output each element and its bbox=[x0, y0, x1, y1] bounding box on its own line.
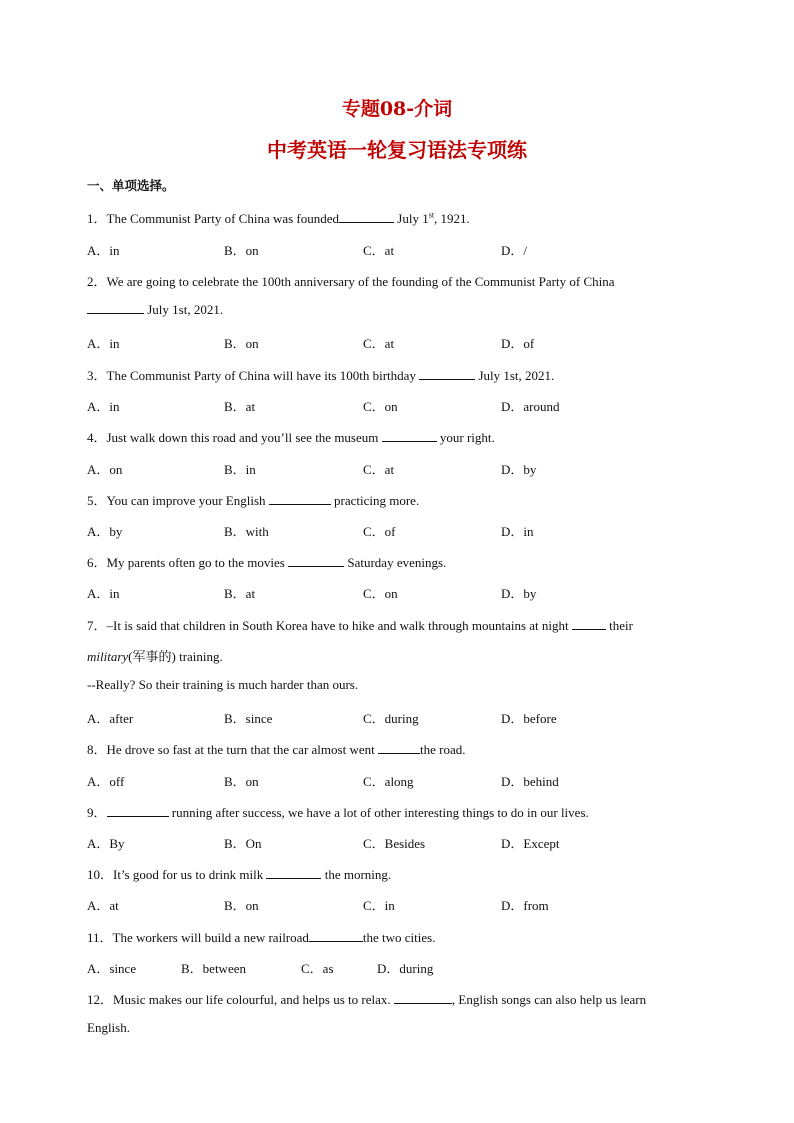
option-a[interactable]: A．in bbox=[87, 586, 120, 601]
answer-blank[interactable] bbox=[107, 805, 169, 817]
answer-blank[interactable] bbox=[572, 618, 606, 630]
answer-blank[interactable] bbox=[382, 430, 437, 442]
question-7-line-3: --Really? So their training is much harder than ours. bbox=[87, 677, 359, 692]
question-4-text: 4．Just walk down this road and you’ll see the museum bbox=[87, 430, 382, 445]
answer-blank[interactable] bbox=[394, 992, 452, 1004]
question-12-text: 12．Music makes our life colourful, and helps us to relax. bbox=[87, 992, 394, 1007]
option-b[interactable]: B．on bbox=[224, 243, 259, 258]
option-d[interactable]: D．behind bbox=[501, 774, 559, 789]
answer-blank[interactable] bbox=[288, 555, 344, 567]
question-1-text: , 1921. bbox=[434, 211, 470, 226]
question-11 bbox=[87, 927, 435, 946]
question-7 bbox=[87, 615, 633, 634]
option-a[interactable]: A．after bbox=[87, 711, 134, 726]
option-d[interactable]: D．in bbox=[501, 524, 534, 539]
option-c[interactable]: C．at bbox=[363, 243, 395, 258]
option-a[interactable]: A．on bbox=[87, 462, 123, 477]
option-a[interactable]: A．at bbox=[87, 898, 119, 913]
question-6 bbox=[87, 552, 446, 571]
answer-blank[interactable] bbox=[269, 493, 331, 505]
answer-blank[interactable] bbox=[419, 368, 475, 380]
question-5 bbox=[87, 490, 419, 509]
option-d[interactable]: D．before bbox=[501, 711, 557, 726]
question-7-line-2 bbox=[87, 646, 223, 665]
option-c[interactable]: C．during bbox=[363, 711, 419, 726]
option-b[interactable]: B．on bbox=[224, 336, 259, 351]
option-d[interactable]: D．by bbox=[501, 586, 537, 601]
option-b[interactable]: B．between bbox=[181, 961, 246, 976]
superscript: st bbox=[428, 210, 435, 220]
question-3-text: 3．The Communist Party of China will have its 100th birthday bbox=[87, 368, 420, 383]
option-d[interactable]: D．of bbox=[501, 336, 535, 351]
page-title: 专题08-介词 bbox=[341, 98, 453, 120]
question-4 bbox=[87, 427, 495, 446]
option-d[interactable]: D．/ bbox=[501, 243, 528, 258]
section-heading: 一、单项选择。 bbox=[87, 178, 175, 193]
question-2-text: July 1st, 2021. bbox=[144, 302, 224, 317]
question-1-text: July 1 bbox=[394, 211, 429, 226]
option-d[interactable]: D．around bbox=[501, 399, 560, 414]
answer-blank[interactable] bbox=[309, 930, 363, 942]
option-a[interactable]: A．in bbox=[87, 399, 120, 414]
option-a[interactable]: A．off bbox=[87, 774, 125, 789]
question-7-text: their bbox=[605, 618, 633, 633]
question-7-text: 7．–It is said that children in South Korea have to hike and walk through mountains at night bbox=[87, 618, 572, 633]
option-a[interactable]: A．By bbox=[87, 836, 125, 851]
question-10-text: the morning. bbox=[321, 867, 392, 882]
option-a[interactable]: A．in bbox=[87, 243, 120, 258]
answer-blank[interactable] bbox=[378, 742, 420, 754]
option-c[interactable]: C．on bbox=[363, 586, 398, 601]
question-6-text: Saturday evenings. bbox=[344, 555, 447, 570]
question-8-text: the road. bbox=[419, 742, 466, 757]
option-a[interactable]: A．by bbox=[87, 524, 123, 539]
option-c[interactable]: C．in bbox=[363, 898, 395, 913]
question-9 bbox=[87, 802, 589, 821]
option-b[interactable]: B．on bbox=[224, 774, 259, 789]
option-d[interactable]: D．from bbox=[501, 898, 549, 913]
question-2-line-2 bbox=[87, 302, 223, 318]
option-b[interactable]: B．with bbox=[224, 524, 269, 539]
question-12-text: , English songs can also help us learn bbox=[451, 992, 647, 1007]
question-7-text: (军事的) training. bbox=[128, 649, 223, 664]
option-b[interactable]: B．on bbox=[224, 898, 259, 913]
question-3 bbox=[87, 365, 554, 384]
question-12 bbox=[87, 989, 646, 1008]
option-c[interactable]: C．at bbox=[363, 336, 395, 351]
question-10 bbox=[87, 864, 391, 883]
answer-blank[interactable] bbox=[266, 867, 321, 879]
question-5-text: practicing more. bbox=[330, 493, 420, 508]
question-9-text: running after success, we have a lot of other interesting things to do in our lives. bbox=[168, 805, 589, 820]
question-2: 2．We are going to celebrate the 100th anniversary of the founding of the Communist Party of China bbox=[87, 274, 615, 289]
question-11-text: 11．The workers will build a new railroad bbox=[87, 930, 309, 945]
page-subtitle: 中考英语一轮复习语法专项练 bbox=[267, 138, 527, 162]
option-a[interactable]: A．in bbox=[87, 336, 120, 351]
option-b[interactable]: B．since bbox=[224, 711, 273, 726]
question-5-text: 5．You can improve your English bbox=[87, 493, 269, 508]
option-d[interactable]: D．by bbox=[501, 462, 537, 477]
question-1 bbox=[87, 208, 470, 227]
option-b[interactable]: B．at bbox=[224, 399, 256, 414]
option-d[interactable]: D．during bbox=[377, 961, 434, 976]
option-c[interactable]: C．along bbox=[363, 774, 414, 789]
option-d[interactable]: D．Except bbox=[501, 836, 560, 851]
option-b[interactable]: B．On bbox=[224, 836, 262, 851]
option-c[interactable]: C．as bbox=[301, 961, 334, 976]
question-8-text: 8．He drove so fast at the turn that the car almost went bbox=[87, 742, 378, 757]
question-11-text: the two cities. bbox=[362, 930, 436, 945]
option-b[interactable]: B．at bbox=[224, 586, 256, 601]
answer-blank[interactable] bbox=[87, 302, 144, 314]
question-8 bbox=[87, 739, 465, 758]
question-9-text: 9． bbox=[87, 805, 107, 820]
question-3-text: July 1st, 2021. bbox=[475, 368, 555, 383]
answer-blank[interactable] bbox=[339, 211, 394, 223]
option-b[interactable]: B．in bbox=[224, 462, 256, 477]
question-1-text: 1．The Communist Party of China was founded bbox=[87, 211, 340, 226]
option-a[interactable]: A．since bbox=[87, 961, 137, 976]
option-c[interactable]: C．Besides bbox=[363, 836, 426, 851]
question-4-text: your right. bbox=[436, 430, 495, 445]
italic-word: military bbox=[87, 649, 129, 664]
question-10-text: 10．It’s good for us to drink milk bbox=[87, 867, 267, 882]
option-c[interactable]: C．of bbox=[363, 524, 396, 539]
question-12-line-2: English. bbox=[87, 1020, 130, 1035]
option-c[interactable]: C．on bbox=[363, 399, 398, 414]
question-6-text: 6．My parents often go to the movies bbox=[87, 555, 289, 570]
option-c[interactable]: C．at bbox=[363, 462, 395, 477]
